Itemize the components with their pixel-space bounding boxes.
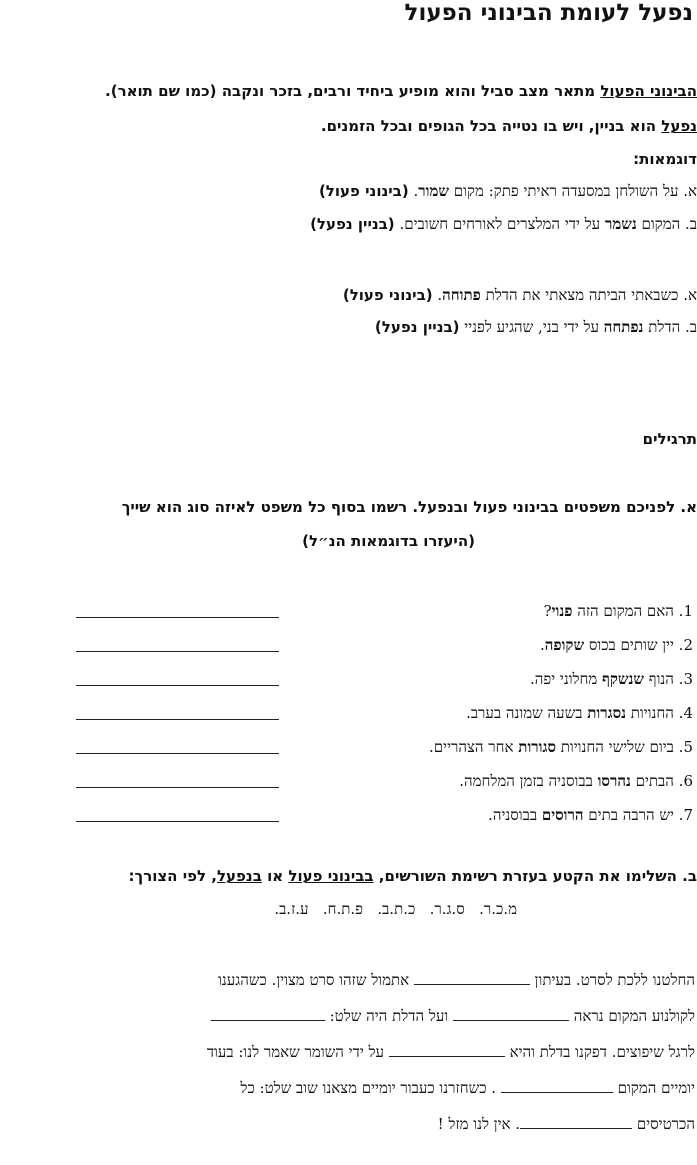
- passage-text: . אין לנו מזל !: [437, 1115, 521, 1133]
- fill-blank[interactable]: [501, 1078, 613, 1093]
- term-passive-participle: בבינוני פעול: [288, 867, 374, 885]
- item-text: בבוסניה בזמן המלחמה.: [459, 772, 598, 790]
- passage-line: [240, 1078, 695, 1098]
- exercise-item: [488, 806, 693, 825]
- example-tag: (בניין נפעל): [374, 318, 460, 336]
- fill-blank[interactable]: [389, 1042, 505, 1057]
- passage-line: [207, 1042, 695, 1062]
- example-text: .: [432, 286, 443, 304]
- example-tag: (בינוני פעול): [318, 182, 409, 200]
- exercise-item: [466, 704, 693, 723]
- item-text: 4. החנויות: [626, 704, 693, 722]
- example-tag: (בינוני פעול): [342, 286, 433, 304]
- example-text: ב. הדלת: [643, 318, 697, 336]
- term-nifal: בנפעל: [216, 867, 262, 885]
- item-text: 5. ביום שלישי החנויות: [555, 738, 693, 756]
- item-text: 6. הבתים: [630, 772, 693, 790]
- passage-text: יומיים המקום: [612, 1079, 695, 1097]
- item-text: מחלוני יפה.: [529, 670, 603, 688]
- exercise-item: [540, 636, 693, 655]
- example-row: [310, 215, 697, 234]
- part-b-text: ב. השלימו את הקטע בעזרת רשימת השורשים,: [373, 867, 697, 885]
- exercise-item: [459, 772, 693, 791]
- passage-text: אתמול שזהו סרט מצוין. כשהגענו: [218, 971, 414, 989]
- answer-line[interactable]: [76, 719, 279, 720]
- passage-text: לקולנוע המקום נראה: [568, 1007, 695, 1025]
- example-row: [319, 182, 697, 201]
- intro-line-1: [105, 82, 697, 100]
- answer-line[interactable]: [76, 685, 279, 686]
- passage-text: הכרטיסים: [632, 1115, 695, 1133]
- item-text: 3. הנוף: [644, 670, 693, 688]
- part-a-note: (היעזרו בדוגמאות הנ״ל): [302, 532, 475, 550]
- example-text: ב. המקום: [636, 215, 697, 233]
- answer-line[interactable]: [76, 617, 279, 618]
- exercise-item: [530, 670, 693, 689]
- item-keyword: הרוסים: [541, 806, 584, 824]
- example-keyword: נשמר: [604, 215, 637, 233]
- answer-line[interactable]: [76, 753, 279, 754]
- example-text: על ידי המלצרים לאורחים חשובים.: [394, 215, 605, 233]
- item-text: ?: [543, 602, 552, 620]
- fill-blank[interactable]: [453, 1006, 569, 1021]
- answer-line[interactable]: [76, 821, 279, 822]
- answer-line[interactable]: [76, 787, 279, 788]
- part-a-instruction: א. לפניכם משפטים בבינוני פעול ובנפעל. רשמו בסוף כל משפט לאיזה סוג הוא שייך: [121, 498, 697, 516]
- example-row: [375, 318, 697, 337]
- term-nifal: נפעל: [661, 117, 697, 135]
- exercise-item: [544, 602, 693, 621]
- item-keyword: שנשקף: [602, 670, 645, 688]
- item-keyword: נסגרות: [587, 704, 626, 722]
- passage-line: [438, 1114, 695, 1134]
- intro-line-2-text: הוא בניין, ויש בו נטייה בכל הגופים ובכל הזמנים.: [320, 117, 662, 135]
- fill-blank[interactable]: [211, 1006, 325, 1021]
- exercises-heading: תרגילים: [642, 430, 697, 448]
- example-row: [343, 286, 697, 305]
- passage-text: לרגל שיפוצים. דפקנו בדלת והיא: [504, 1043, 695, 1061]
- exercise-item: [429, 738, 693, 757]
- part-b-instruction: [129, 867, 697, 885]
- item-keyword: שקופה: [544, 636, 585, 654]
- intro-line-2: [321, 117, 697, 135]
- item-text: 2. יין שותים בכוס: [584, 636, 693, 654]
- example-text: א. על השולחן במסעדה ראיתי פתק: מקום: [448, 182, 697, 200]
- item-text: בשעה שמונה בערב.: [466, 704, 588, 722]
- item-keyword: סגורות: [518, 738, 556, 756]
- example-keyword: פתוחה: [442, 286, 481, 304]
- examples-heading: דוגמאות:: [633, 150, 697, 168]
- fill-blank[interactable]: [520, 1114, 632, 1129]
- passage-text: על ידי השומר שאמר לנו: בעוד: [206, 1043, 389, 1061]
- part-b-text: או: [261, 867, 289, 885]
- page-title: נפעל לעומת הבינוני הפעול: [404, 0, 693, 26]
- part-b-text: , לפי הצורך:: [128, 867, 217, 885]
- example-text: .: [408, 182, 419, 200]
- item-keyword: פנוי: [551, 602, 573, 620]
- passage-line: [218, 970, 695, 990]
- passage-text: ועל הדלת היה שלט:: [324, 1007, 453, 1025]
- item-text: אחר הצהריים.: [429, 738, 519, 756]
- intro-line-1-text: מתאר מצב סביל והוא מופיע ביחיד ורבים, בזכר ונקבה (כמו שם תואר).: [105, 82, 601, 100]
- passage-text: החלטנו ללכת לסרט. בעיתון: [529, 971, 695, 989]
- answer-line[interactable]: [76, 651, 279, 652]
- example-keyword: שמור: [418, 182, 449, 200]
- item-text: 7. יש הרבה בתים: [583, 806, 693, 824]
- example-keyword: נפתחה: [603, 318, 644, 336]
- example-text: על ידי בני, שהגיע לפניי: [459, 318, 604, 336]
- term-passive-participle: הבינוני הפעול: [600, 82, 697, 100]
- item-text: 1. האם המקום הזה: [572, 602, 693, 620]
- roots-list: מ.כ.ר. ס.ג.ר. כ.ת.ב. פ.ת.ח. ע.ז.ב.: [274, 900, 517, 918]
- example-tag: (בניין נפעל): [310, 215, 395, 233]
- item-keyword: נהרסו: [597, 772, 631, 790]
- passage-text: . כשחזרנו כעבור יומיים מצאנו שוב שלט: כל: [240, 1079, 501, 1097]
- item-text: .: [540, 636, 545, 654]
- item-text: בבוסניה.: [488, 806, 542, 824]
- fill-blank[interactable]: [414, 970, 530, 985]
- example-text: א. כשבאתי הביתה מצאתי את הדלת: [480, 286, 697, 304]
- passage-line: [211, 1006, 695, 1026]
